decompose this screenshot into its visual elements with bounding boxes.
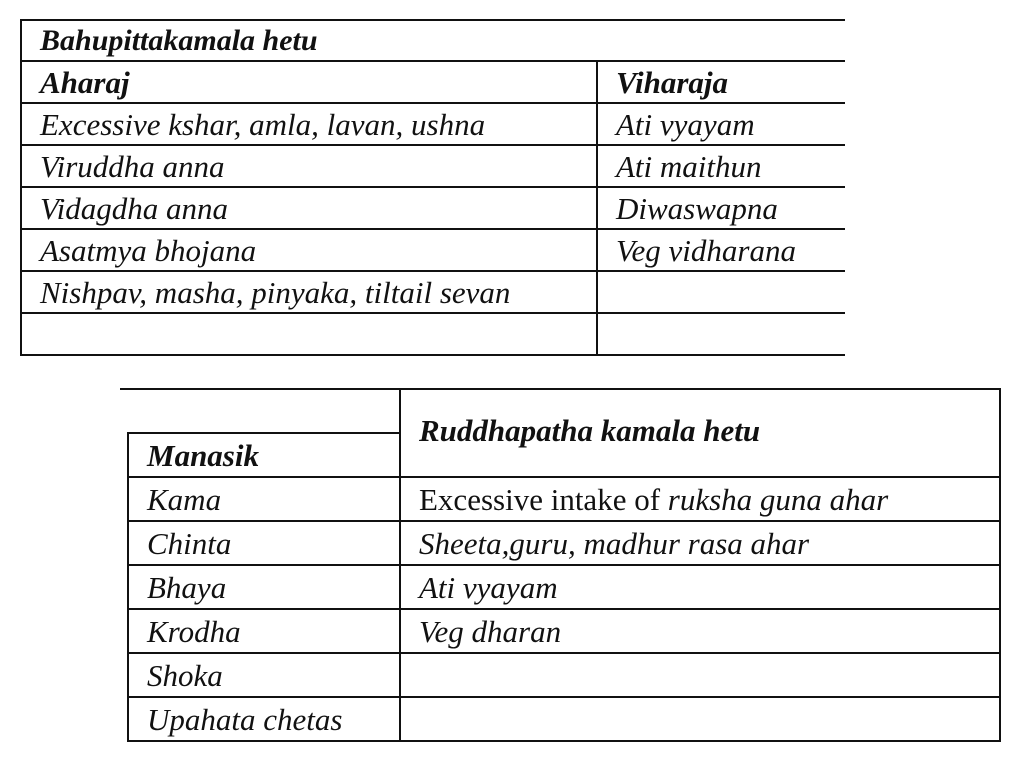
table-row [120, 609, 1000, 653]
cell: Chinta [128, 521, 400, 565]
cell: Diwaswapna [597, 187, 845, 229]
cell-italic: ruksha guna ahar [667, 481, 889, 517]
ruddhapatha-kamala-table [120, 388, 1001, 742]
table-row [120, 653, 1000, 697]
cell [400, 653, 1000, 697]
cell: Shoka [128, 653, 400, 697]
cell [597, 271, 845, 313]
cell [597, 313, 845, 355]
column-header-viharaja: Viharaja [597, 61, 845, 103]
cell: Ati vyayam [597, 103, 845, 145]
cell [400, 477, 1000, 521]
cell [21, 313, 597, 355]
table-row [120, 521, 1000, 565]
table-row [21, 313, 845, 355]
table-row [120, 477, 1000, 521]
table-row [120, 697, 1000, 741]
column-header-aharaj: Aharaj [21, 61, 597, 103]
cell-plain: Excessive intake of [419, 481, 668, 517]
cell [400, 697, 1000, 741]
cell: Veg vidharana [597, 229, 845, 271]
cell: Upahata chetas [128, 697, 400, 741]
cell: Kama [128, 477, 400, 521]
table-row [21, 271, 845, 313]
cell: Asatmya bhojana [21, 229, 597, 271]
cell: Sheeta,guru, madhur rasa ahar [400, 521, 1000, 565]
cell: Ati maithun [597, 145, 845, 187]
table-title: Bahupittakamala hetu [21, 20, 845, 61]
cell: Veg dharan [400, 609, 1000, 653]
table-row [21, 229, 845, 271]
column-header-ruddhapatha: Ruddhapatha kamala hetu [400, 389, 1000, 477]
cell: Viruddha anna [21, 145, 597, 187]
column-header-manasik: Manasik [128, 433, 400, 477]
table-header-row [21, 61, 845, 103]
table-row [21, 145, 845, 187]
cell: Ati vyayam [400, 565, 1000, 609]
bahupittakamala-table [20, 19, 845, 356]
cell: Bhaya [128, 565, 400, 609]
cell: Nishpav, masha, pinyaka, tiltail sevan [21, 271, 597, 313]
table-row [21, 187, 845, 229]
table-row [21, 103, 845, 145]
cell: Krodha [128, 609, 400, 653]
table-header-spacer-row [120, 389, 1000, 433]
cell: Excessive kshar, amla, lavan, ushna [21, 103, 597, 145]
cell: Vidagdha anna [21, 187, 597, 229]
table-row [120, 565, 1000, 609]
table-title-row [21, 20, 845, 61]
